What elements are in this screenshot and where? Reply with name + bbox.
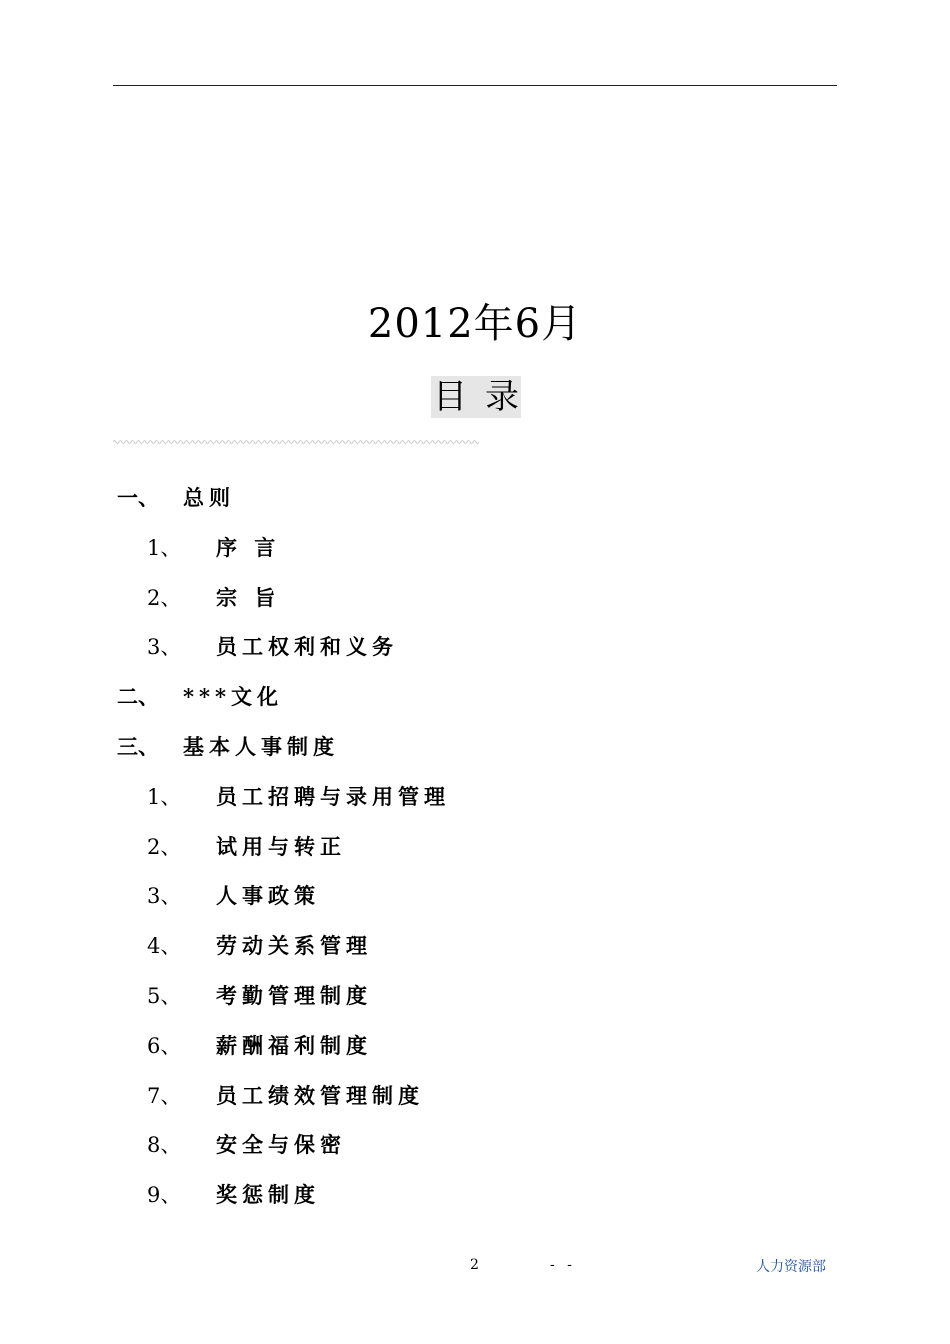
toc-text: 序 言 — [216, 535, 281, 560]
footer-department: 人力资源部 — [756, 1259, 826, 1275]
wavy-divider — [113, 438, 479, 446]
toc-text: 员工绩效管理制度 — [216, 1083, 424, 1108]
toc-number: 二、 — [117, 684, 159, 709]
toc-number: 7、 — [147, 1084, 182, 1108]
toc-text: 薪酬福利制度 — [216, 1033, 372, 1058]
toc-text: 劳动关系管理 — [216, 933, 372, 958]
toc-title-char-1: 目 — [433, 377, 485, 417]
toc-text: 基本人事制度 — [183, 734, 339, 759]
toc-number: 1、 — [147, 536, 182, 560]
document-date: 2012年6月 — [367, 301, 583, 347]
toc-text: 员工权利和义务 — [216, 634, 398, 659]
toc-text: 奖惩制度 — [216, 1182, 320, 1207]
toc-number: 9、 — [147, 1183, 182, 1207]
toc-text: 安全与保密 — [216, 1132, 346, 1157]
toc-text: 宗 旨 — [216, 585, 281, 610]
toc-number: 三、 — [117, 734, 159, 759]
toc-number: 一、 — [117, 485, 159, 510]
toc-text: 员工招聘与录用管理 — [216, 784, 450, 809]
toc-text: 人事政策 — [216, 883, 320, 908]
toc-title-char-2: 录 — [485, 377, 519, 417]
toc-text: 试用与转正 — [216, 834, 346, 859]
toc-number: 3、 — [147, 635, 182, 659]
toc-number: 6、 — [147, 1034, 182, 1058]
toc-number: 2、 — [147, 586, 182, 610]
toc-text: 考勤管理制度 — [216, 983, 372, 1008]
toc-number: 2、 — [147, 835, 182, 859]
footer-separator: - - — [550, 1257, 576, 1273]
toc-number: 4、 — [147, 934, 182, 958]
toc-text: 总则 — [183, 485, 235, 510]
toc-number: 3、 — [147, 884, 182, 908]
toc-number: 8、 — [147, 1133, 182, 1157]
toc-number: 1、 — [147, 785, 182, 809]
footer-page-number: 2 — [470, 1257, 479, 1273]
toc-text: ***文化 — [183, 684, 283, 709]
toc-number: 5、 — [147, 984, 182, 1008]
toc-title — [431, 376, 521, 418]
header-rule — [113, 85, 837, 86]
